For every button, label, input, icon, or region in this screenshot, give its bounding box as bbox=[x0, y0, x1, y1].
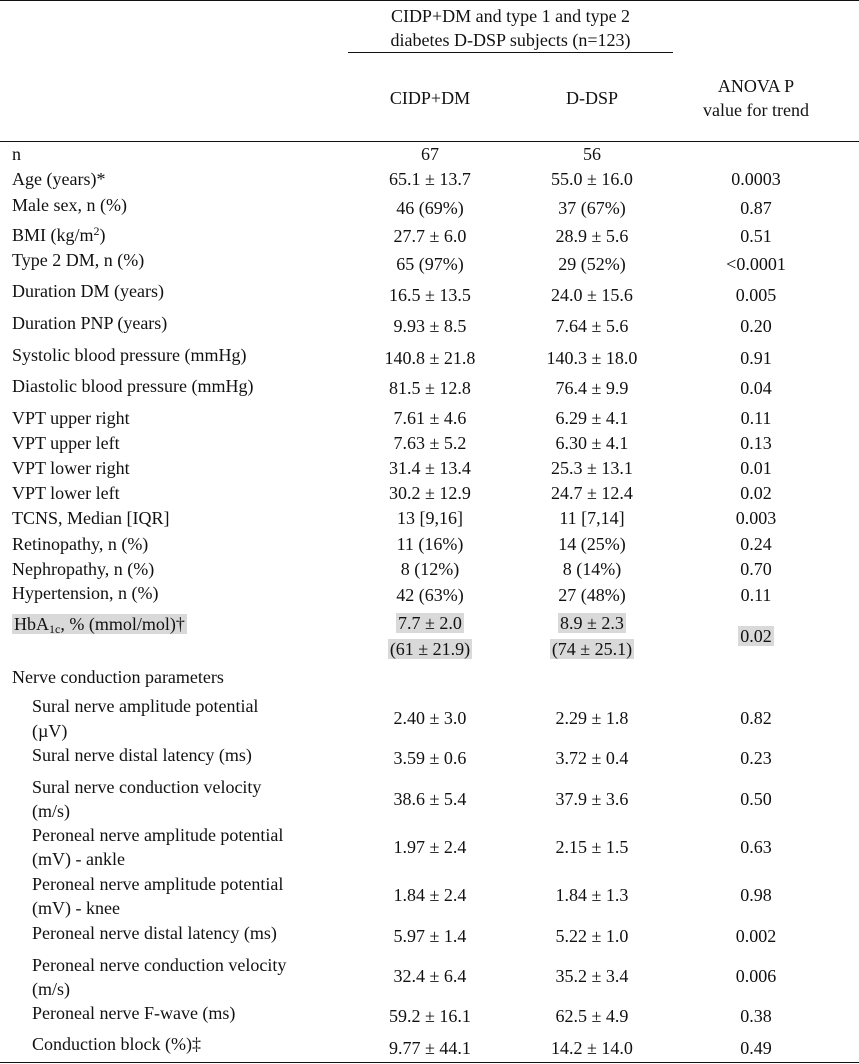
row-label-line2: (m/s) bbox=[32, 979, 70, 999]
p-value: 0.0003 bbox=[731, 169, 781, 189]
row-label: VPT lower left bbox=[12, 483, 120, 503]
row-label-line2: (mV) - ankle bbox=[32, 849, 125, 869]
cidp-value: 81.5 ± 12.8 bbox=[389, 378, 471, 398]
p-value: 0.49 bbox=[740, 1038, 772, 1058]
p-value: 0.91 bbox=[740, 348, 772, 368]
ddsp-value-line1: 8.9 ± 2.3 bbox=[560, 613, 624, 633]
row-label-line2: (m/s) bbox=[32, 801, 70, 821]
p-value: 0.11 bbox=[740, 408, 772, 428]
p-value: 0.02 bbox=[740, 626, 772, 646]
row-label-line1: Peroneal nerve distal latency (ms) bbox=[32, 923, 277, 943]
p-value: 0.02 bbox=[740, 483, 772, 503]
ddsp-value: 28.9 ± 5.6 bbox=[555, 226, 629, 246]
cidp-value: 11 (16%) bbox=[396, 534, 464, 554]
column-header-ddsp: D-DSP bbox=[565, 88, 618, 108]
ddsp-value: 37.9 ± 3.6 bbox=[555, 789, 629, 809]
ddsp-value: 2.15 ± 1.5 bbox=[555, 837, 629, 857]
cidp-value: 1.97 ± 2.4 bbox=[393, 837, 467, 857]
p-value: 0.70 bbox=[740, 559, 772, 579]
p-value: 0.005 bbox=[735, 285, 777, 305]
cidp-value: 27.7 ± 6.0 bbox=[393, 226, 467, 246]
row-label-line2: (µV) bbox=[32, 721, 68, 741]
ddsp-value: 24.7 ± 12.4 bbox=[551, 483, 633, 503]
cidp-value: 31.4 ± 13.4 bbox=[389, 458, 471, 478]
cidp-value: 32.4 ± 6.4 bbox=[393, 966, 467, 986]
p-value: 0.82 bbox=[740, 708, 772, 728]
row-label-line1: Sural nerve amplitude potential bbox=[32, 696, 259, 716]
p-value: 0.006 bbox=[735, 966, 777, 986]
cidp-value: 7.63 ± 5.2 bbox=[393, 433, 467, 453]
row-label-line1: Peroneal nerve amplitude potential bbox=[32, 825, 284, 845]
row-label-line1: Sural nerve distal latency (ms) bbox=[32, 745, 252, 765]
ddsp-value: 7.64 ± 5.6 bbox=[555, 316, 629, 336]
ddsp-value: 55.0 ± 16.0 bbox=[551, 169, 633, 189]
ddsp-value: 76.4 ± 9.9 bbox=[555, 378, 629, 398]
p-value: 0.98 bbox=[740, 885, 772, 905]
ddsp-value: 56 bbox=[583, 144, 601, 164]
cidp-value: 30.2 ± 12.9 bbox=[389, 483, 471, 503]
ddsp-value: 25.3 ± 13.1 bbox=[551, 458, 633, 478]
table-top-rule bbox=[0, 0, 859, 1]
ddsp-value-line2: (74 ± 25.1) bbox=[551, 639, 633, 659]
row-label: Diastolic blood pressure (mmHg) bbox=[12, 376, 254, 396]
row-label-line2: (mV) - knee bbox=[32, 898, 120, 918]
cidp-value: 1.84 ± 2.4 bbox=[393, 885, 467, 905]
cidp-value: 9.93 ± 8.5 bbox=[393, 316, 467, 336]
row-label-line1: Peroneal nerve F-wave (ms) bbox=[32, 1003, 236, 1023]
row-label: Retinopathy, n (%) bbox=[12, 534, 149, 554]
row-label: BMI $(kg/m^2)$ bbox=[12, 224, 106, 245]
p-value: 0.63 bbox=[740, 837, 772, 857]
cidp-value: 8 (12%) bbox=[400, 559, 460, 579]
group-header-line1: CIDP+DM and type 1 and type 2 bbox=[390, 6, 631, 26]
p-value: <0.0001 bbox=[726, 254, 786, 274]
p-value: 0.003 bbox=[735, 508, 777, 528]
cidp-value: 59.2 ± 16.1 bbox=[389, 1006, 471, 1026]
column-header-p-line2: value for trend bbox=[703, 100, 809, 120]
ddsp-value: 37 (67%) bbox=[558, 198, 626, 218]
p-value: 0.50 bbox=[740, 789, 772, 809]
row-label: HbA$_{1c}$, % (mmol/mol)† bbox=[14, 614, 185, 636]
p-value: 0.24 bbox=[740, 534, 772, 554]
p-value: 0.04 bbox=[740, 378, 772, 398]
table-bottom-rule bbox=[0, 1062, 859, 1063]
p-value: 0.11 bbox=[740, 585, 772, 605]
row-label-line1: Peroneal nerve conduction velocity bbox=[32, 955, 287, 975]
cidp-value: 3.59 ± 0.6 bbox=[393, 748, 467, 768]
ddsp-value: 6.29 ± 4.1 bbox=[555, 408, 629, 428]
cidp-value: 7.61 ± 4.6 bbox=[393, 408, 467, 428]
column-header-p-line1: ANOVA P bbox=[717, 76, 795, 96]
ddsp-value: 3.72 ± 0.4 bbox=[555, 748, 629, 768]
cidp-value: 42 (63%) bbox=[396, 585, 464, 605]
cidp-value-line2: (61 ± 21.9) bbox=[389, 639, 471, 659]
p-value: 0.23 bbox=[740, 748, 772, 768]
cidp-value: 16.5 ± 13.5 bbox=[389, 285, 471, 305]
cidp-value: 2.40 ± 3.0 bbox=[393, 708, 467, 728]
column-header-cidp: CIDP+DM bbox=[389, 88, 471, 108]
ddsp-value: 35.2 ± 3.4 bbox=[555, 966, 629, 986]
section-title: Nerve conduction parameters bbox=[12, 667, 224, 687]
cidp-value: 5.97 ± 1.4 bbox=[393, 926, 467, 946]
ddsp-value: 140.3 ± 18.0 bbox=[546, 348, 638, 368]
row-label: VPT lower right bbox=[12, 458, 130, 478]
ddsp-value: 14.2 ± 14.0 bbox=[551, 1038, 633, 1058]
group-header-rule bbox=[348, 52, 673, 53]
ddsp-value: 6.30 ± 4.1 bbox=[555, 433, 629, 453]
row-label: Systolic blood pressure (mmHg) bbox=[12, 345, 247, 365]
cidp-value: 38.6 ± 5.4 bbox=[393, 789, 467, 809]
ddsp-value: 8 (14%) bbox=[562, 559, 622, 579]
ddsp-value: 27 (48%) bbox=[558, 585, 626, 605]
ddsp-value: 1.84 ± 1.3 bbox=[555, 885, 629, 905]
ddsp-value: 2.29 ± 1.8 bbox=[555, 708, 629, 728]
ddsp-value: 11 [7,14] bbox=[559, 508, 625, 528]
row-label: Male sex, n (%) bbox=[12, 195, 127, 215]
p-value: 0.87 bbox=[740, 198, 772, 218]
row-label: VPT upper left bbox=[12, 433, 120, 453]
cidp-value: 67 bbox=[421, 144, 439, 164]
row-label: TCNS, Median [IQR] bbox=[12, 508, 170, 528]
p-value: 0.002 bbox=[735, 926, 777, 946]
row-label: Hypertension, n (%) bbox=[12, 583, 159, 603]
cidp-value: 46 (69%) bbox=[396, 198, 464, 218]
row-label: VPT upper right bbox=[12, 408, 130, 428]
cidp-value: 13 [9,16] bbox=[397, 508, 463, 528]
p-value: 0.38 bbox=[740, 1006, 772, 1026]
row-label: Type 2 DM, n (%) bbox=[12, 250, 145, 270]
p-value: 0.20 bbox=[740, 316, 772, 336]
group-header-line2: diabetes D-DSP subjects (n=123) bbox=[390, 30, 631, 50]
ddsp-value: 14 (25%) bbox=[558, 534, 626, 554]
ddsp-value: 62.5 ± 4.9 bbox=[555, 1006, 629, 1026]
row-label: Duration DM (years) bbox=[12, 281, 164, 301]
row-label: Duration PNP (years) bbox=[12, 313, 168, 333]
cidp-value-line1: 7.7 ± 2.0 bbox=[398, 613, 462, 633]
ddsp-value: 24.0 ± 15.6 bbox=[551, 285, 633, 305]
p-value: 0.13 bbox=[740, 433, 772, 453]
row-label-line1: Sural nerve conduction velocity bbox=[32, 777, 262, 797]
row-label: n bbox=[12, 144, 21, 164]
cidp-value: 65.1 ± 13.7 bbox=[389, 169, 471, 189]
row-label: Age (years)* bbox=[12, 169, 106, 189]
cidp-value: 9.77 ± 44.1 bbox=[389, 1038, 471, 1058]
cidp-value: 140.8 ± 21.8 bbox=[384, 348, 476, 368]
p-value: 0.01 bbox=[740, 458, 772, 478]
row-label: Nephropathy, n (%) bbox=[12, 559, 155, 579]
ddsp-value: 29 (52%) bbox=[558, 254, 626, 274]
ddsp-value: 5.22 ± 1.0 bbox=[555, 926, 629, 946]
row-label-line1: Peroneal nerve amplitude potential bbox=[32, 874, 284, 894]
cidp-value: 65 (97%) bbox=[396, 254, 464, 274]
p-value: 0.51 bbox=[740, 226, 772, 246]
row-label-line1: Conduction block (%)‡ bbox=[32, 1034, 201, 1054]
